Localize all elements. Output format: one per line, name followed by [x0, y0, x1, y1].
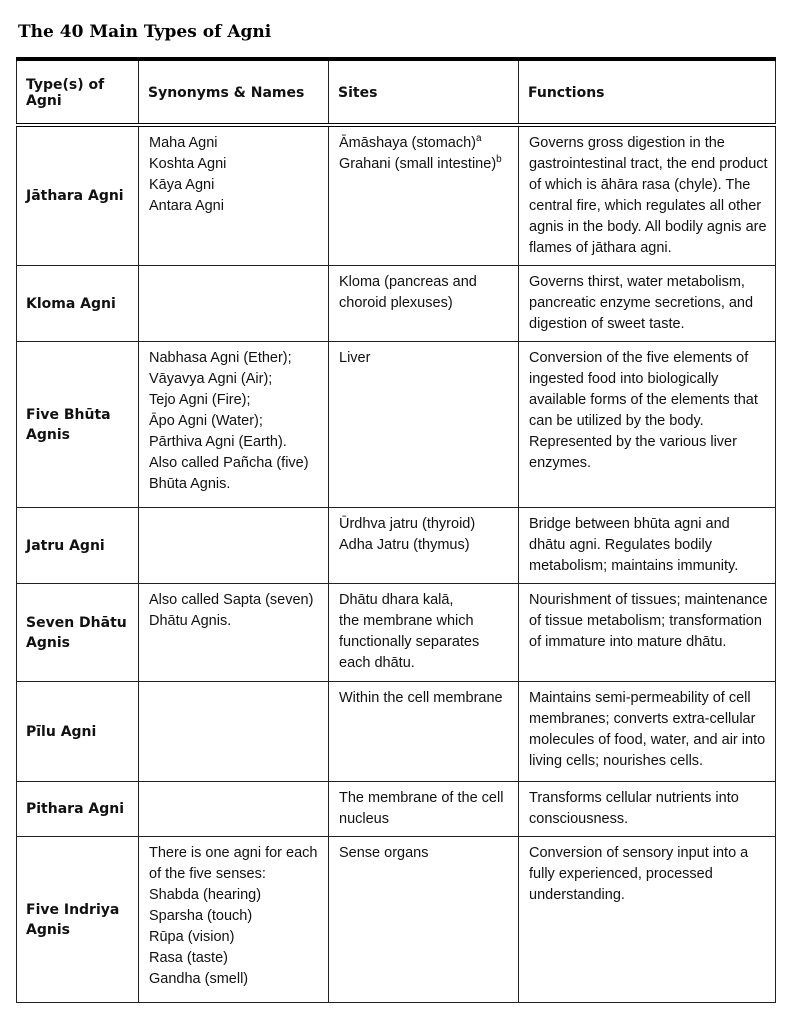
function-line: Governs thirst, water metabolism, — [529, 274, 745, 290]
table-row — [17, 266, 776, 342]
table-row — [17, 125, 776, 266]
function-line: living cells; nourishes cells. — [529, 753, 704, 769]
site-line — [339, 590, 509, 611]
function-line: pancreatic enzyme secretions, and — [529, 295, 754, 311]
table-header-row — [17, 59, 776, 125]
function-line: Governs gross digestion in the — [529, 135, 725, 151]
site-line — [339, 632, 509, 653]
functions-cell — [519, 508, 776, 584]
site-text: Āmāshaya (stomach) — [339, 135, 476, 151]
function-line: molecules of food, water, and air into — [529, 732, 766, 748]
synonyms-cell — [139, 782, 329, 837]
table-row — [17, 837, 776, 1003]
synonym-line: Rasa (taste) — [149, 950, 228, 966]
function-line: Transforms cellular nutrients into — [529, 790, 739, 806]
site-text: The membrane of the cell — [339, 790, 504, 806]
sites-cell — [329, 342, 519, 508]
site-line — [339, 133, 509, 154]
functions-cell — [519, 584, 776, 682]
function-line: of immature into mature dhātu. — [529, 634, 727, 650]
functions-cell — [519, 837, 776, 1003]
table-row — [17, 782, 776, 837]
agni-types-table — [16, 57, 776, 1003]
synonym-line: Rūpa (vision) — [149, 929, 235, 945]
function-line: of which is āhāra rasa (chyle). The — [529, 177, 751, 193]
site-line — [339, 809, 509, 830]
site-text: Liver — [339, 350, 371, 366]
site-text: choroid plexuses) — [339, 295, 453, 311]
function-line: available forms of the elements that — [529, 392, 758, 408]
sites-cell — [329, 584, 519, 682]
synonym-line: Nabhasa Agni (Ether); — [149, 350, 292, 366]
function-line: Bridge between bhūta agni and — [529, 516, 730, 532]
synonyms-cell — [139, 266, 329, 342]
synonym-line: Bhūta Agnis. — [149, 476, 231, 492]
site-text: Within the cell membrane — [339, 690, 503, 706]
function-line: metabolism; maintains immunity. — [529, 558, 739, 574]
synonym-line: There is one agni for each — [149, 845, 318, 861]
header-sites: Sites — [329, 59, 519, 125]
header-functions: Functions — [519, 59, 776, 125]
site-text: functionally separates — [339, 634, 480, 650]
site-line — [339, 653, 509, 674]
function-line: dhātu agni. Regulates bodily — [529, 537, 712, 553]
synonyms-cell — [139, 682, 329, 782]
site-text: Sense organs — [339, 845, 429, 861]
synonym-line: Maha Agni — [149, 135, 218, 151]
function-line: understanding. — [529, 887, 625, 903]
site-text: Ūrdhva jatru (thyroid) — [339, 516, 476, 532]
synonym-line: Dhātu Agnis. — [149, 613, 232, 629]
synonym-line: Gandha (smell) — [149, 971, 249, 987]
function-line: Conversion of sensory input into a — [529, 845, 749, 861]
agni-type-cell: Kloma Agni — [17, 266, 139, 342]
synonym-line: Pārthiva Agni (Earth). — [149, 434, 287, 450]
site-line — [339, 348, 509, 369]
sites-cell — [329, 837, 519, 1003]
agni-type-cell: Seven Dhātu Agnis — [17, 584, 139, 682]
agni-type-cell: Pithara Agni — [17, 782, 139, 837]
site-line — [339, 514, 509, 535]
table-row — [17, 508, 776, 584]
function-line: Maintains semi-permeability of cell — [529, 690, 751, 706]
table-row — [17, 584, 776, 682]
site-line — [339, 293, 509, 314]
function-line: flames of jāthara agni. — [529, 240, 672, 256]
functions-cell — [519, 682, 776, 782]
synonym-line: of the five senses: — [149, 866, 266, 882]
header-synonyms: Synonyms & Names — [139, 59, 329, 125]
site-line — [339, 688, 509, 709]
header-type: Type(s) of Agni — [17, 59, 139, 125]
site-text: Adha Jatru (thymus) — [339, 537, 470, 553]
function-line: Represented by the various liver — [529, 434, 737, 450]
footnote-marker: a — [476, 133, 482, 145]
site-text: the membrane which — [339, 613, 474, 629]
function-line: gastrointestinal tract, the end product — [529, 156, 768, 172]
page-title: The 40 Main Types of Agni — [18, 22, 272, 42]
synonyms-cell — [139, 125, 329, 266]
function-line: of tissue metabolism; transformation — [529, 613, 762, 629]
sites-cell — [329, 266, 519, 342]
site-line — [339, 535, 509, 556]
functions-cell — [519, 782, 776, 837]
footnote-marker: b — [496, 154, 502, 166]
function-line: Conversion of the five elements of — [529, 350, 749, 366]
site-text: each dhātu. — [339, 655, 415, 671]
sites-cell — [329, 125, 519, 266]
synonyms-cell — [139, 508, 329, 584]
table-row — [17, 682, 776, 782]
function-line: enzymes. — [529, 455, 592, 471]
synonym-line: Shabda (hearing) — [149, 887, 262, 903]
site-line — [339, 272, 509, 293]
function-line: can be utilized by the body. — [529, 413, 704, 429]
synonym-line: Āpo Agni (Water); — [149, 413, 263, 429]
function-line: central fire, which regulates all other — [529, 198, 762, 214]
site-text: Grahani (small intestine) — [339, 156, 497, 172]
table-body — [17, 125, 776, 1003]
site-text: nucleus — [339, 811, 389, 827]
synonym-line: Kāya Agni — [149, 177, 215, 193]
site-line — [339, 788, 509, 809]
sites-cell — [329, 682, 519, 782]
synonyms-cell — [139, 837, 329, 1003]
synonyms-cell — [139, 584, 329, 682]
function-line: fully experienced, processed — [529, 866, 713, 882]
functions-cell — [519, 342, 776, 508]
site-line — [339, 611, 509, 632]
functions-cell — [519, 266, 776, 342]
function-line: digestion of sweet taste. — [529, 316, 685, 332]
site-line — [339, 843, 509, 864]
agni-type-cell: Five Bhūta Agnis — [17, 342, 139, 508]
agni-type-cell: Five Indriya Agnis — [17, 837, 139, 1003]
function-line: consciousness. — [529, 811, 629, 827]
synonym-line: Vāyavya Agni (Air); — [149, 371, 273, 387]
sites-cell — [329, 782, 519, 837]
synonym-line: Also called Pañcha (five) — [149, 455, 309, 471]
agni-type-cell: Pīlu Agni — [17, 682, 139, 782]
function-line: ingested food into biologically — [529, 371, 719, 387]
synonym-line: Sparsha (touch) — [149, 908, 253, 924]
synonym-line: Koshta Agni — [149, 156, 227, 172]
sites-cell — [329, 508, 519, 584]
site-line — [339, 154, 509, 175]
function-line: membranes; converts extra-cellular — [529, 711, 756, 727]
synonyms-cell — [139, 342, 329, 508]
synonym-line: Antara Agni — [149, 198, 224, 214]
function-line: agnis in the body. All bodily agnis are — [529, 219, 767, 235]
agni-type-cell: Jāthara Agni — [17, 125, 139, 266]
functions-cell — [519, 125, 776, 266]
synonym-line: Also called Sapta (seven) — [149, 592, 314, 608]
site-text: Dhātu dhara kalā, — [339, 592, 454, 608]
function-line: Nourishment of tissues; maintenance — [529, 592, 768, 608]
site-text: Kloma (pancreas and — [339, 274, 477, 290]
table-row — [17, 342, 776, 508]
synonym-line: Tejo Agni (Fire); — [149, 392, 251, 408]
agni-type-cell: Jatru Agni — [17, 508, 139, 584]
